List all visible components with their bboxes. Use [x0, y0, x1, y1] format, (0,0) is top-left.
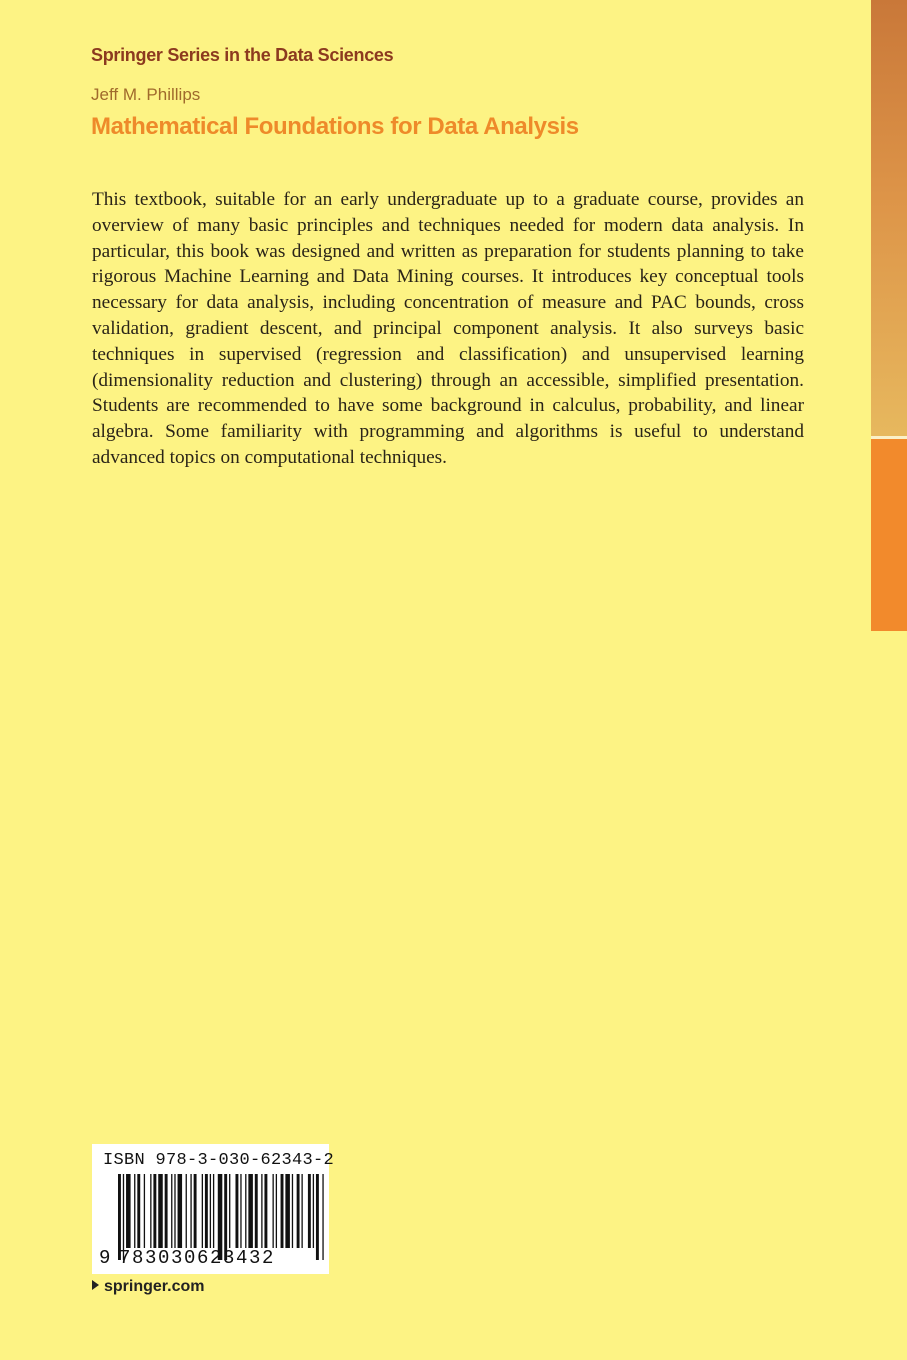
barcode-bar: [240, 1174, 241, 1248]
barcode-bar: [205, 1174, 208, 1248]
barcode-bar: [165, 1174, 168, 1248]
barcode-bar: [245, 1174, 246, 1248]
barcode-bar: [248, 1174, 253, 1248]
barcode-bar: [137, 1174, 140, 1248]
barcode-bar: [322, 1174, 323, 1260]
barcode-bar: [229, 1174, 230, 1248]
series-title: Springer Series in the Data Sciences: [91, 45, 394, 65]
barcode-bar: [144, 1174, 145, 1248]
spine-color-strip: [871, 0, 907, 1360]
barcode-digits: 783030623432: [119, 1247, 276, 1269]
book-description: This textbook, suitable for an early undergraduate up to a graduate course, provides an overview of many basic principles and techniques needed for modern data analysis. In particular, this book was designed and written as preparation for students planning to take rigorous Machine Learning and Data Mining courses. It introduces key conceptual tools necessary for data analysis, including concentration of measure and PAC bounds, cross validation, gradient descent, and principal component analysis. It also surveys basic techniques in supervised (regression and classification) and unsupervised learning (dimensionality reduction and clustering) through an accessible, simplified presentation. Students are recommended to have some background in calculus, probability, and linear algebra. Some familiarity with programming and algorithms is useful to understand advanced topics on computational techniques.: [92, 189, 804, 468]
barcode-bar: [150, 1174, 151, 1248]
spine-gradient-band: [871, 0, 907, 436]
barcode-bar: [313, 1174, 314, 1248]
barcode-bar: [202, 1174, 203, 1248]
isbn-barcode: [92, 1144, 335, 1274]
barcode-bar: [276, 1174, 277, 1248]
barcode-bar: [235, 1174, 238, 1248]
barcode-bar: [273, 1174, 274, 1248]
spine-orange-band: [871, 439, 907, 631]
barcode-lead-digit: 9: [99, 1247, 111, 1269]
barcode-bar: [158, 1174, 163, 1248]
barcode-bar: [308, 1174, 311, 1248]
book-title: Mathematical Foundations for Data Analysis: [91, 113, 579, 140]
barcode-bar: [126, 1174, 131, 1248]
barcode-bar: [186, 1174, 187, 1248]
barcode-bar: [171, 1174, 172, 1248]
barcode-bar: [264, 1174, 267, 1248]
publisher-website[interactable]: [92, 1278, 204, 1296]
arrow-right-icon: [92, 1280, 99, 1290]
barcode-bar: [194, 1174, 197, 1248]
barcode-bar: [292, 1174, 293, 1248]
barcode-bar: [178, 1174, 183, 1248]
barcode-bar: [134, 1174, 135, 1248]
barcode-bar: [316, 1174, 319, 1260]
barcode-bar: [213, 1174, 214, 1248]
barcode-bar: [281, 1174, 284, 1248]
barcode-bar: [261, 1174, 262, 1248]
barcode-bar: [190, 1174, 191, 1248]
isbn-label: ISBN 978-3-030-62343-2: [103, 1151, 335, 1170]
barcode-bar: [297, 1174, 300, 1248]
barcode-bar: [301, 1174, 302, 1248]
barcode-bar: [174, 1174, 175, 1248]
barcode-bar: [285, 1174, 290, 1248]
website-label: springer.com: [104, 1278, 205, 1295]
barcode-bar: [255, 1174, 258, 1248]
author-name: Jeff M. Phillips: [91, 85, 201, 104]
barcode-bar: [210, 1174, 211, 1248]
barcode-bar: [153, 1174, 156, 1248]
